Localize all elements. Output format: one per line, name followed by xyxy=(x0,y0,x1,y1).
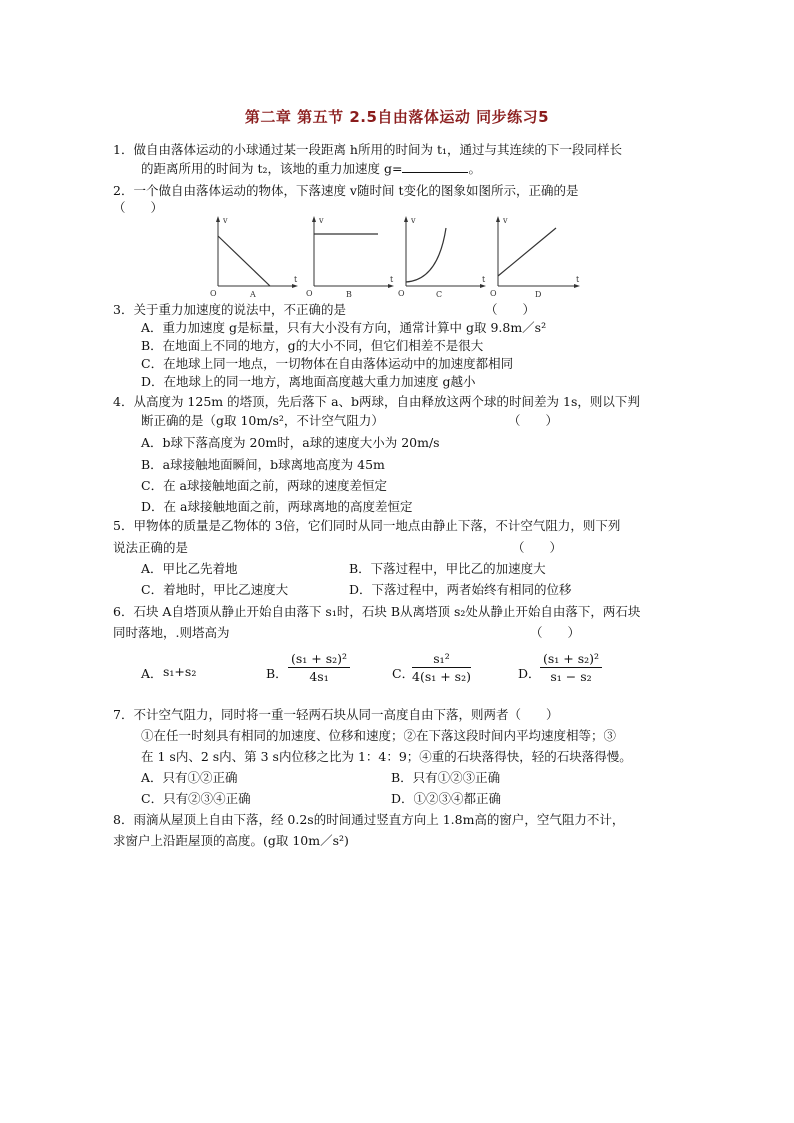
q6-option-c-numerator: s₁² xyxy=(412,651,471,668)
q7-line2: ①在任一时刻具有相同的加速度、位移和速度；②在下落这段时间内平均速度相等；③ xyxy=(141,728,617,743)
graph-c-origin: O xyxy=(398,289,405,298)
q5-option-b: B．下落过程中，甲比乙的加速度大 xyxy=(349,561,546,576)
q6-line2: 同时落地，.则塔高为 xyxy=(113,625,230,640)
q5-line1: 5．甲物体的质量是乙物体的 3倍，它们同时从同一地点由静止下落，不计空气阻力，则下列 xyxy=(113,518,621,533)
q6-option-b-fraction xyxy=(288,651,350,684)
q1-answer-blank xyxy=(402,160,468,173)
q6-option-b-numerator: (s₁ + s₂)² xyxy=(288,651,350,668)
graph-d-origin: O xyxy=(490,289,497,298)
q6-option-d-numerator: (s₁ + s₂)² xyxy=(540,651,602,668)
graph-d-v-label: v xyxy=(503,216,508,225)
q6-line1: 6．石块 A自塔顶从静止开始自由落下 s₁时，石块 B从离塔顶 s₂处从静止开始自由落下，两石块 xyxy=(113,604,641,619)
q8-line2: 求窗户上沿距屋顶的高度。(g取 10m／s²) xyxy=(113,833,349,848)
q6-option-b-denominator: 4s₁ xyxy=(309,669,329,684)
q4-line1: 4．从高度为 125m 的塔顶，先后落下 a、b两球，自由释放这两个球的时间差为 1s，则以下判 xyxy=(113,394,640,409)
graph-c-v-label: v xyxy=(411,216,416,225)
graph-b xyxy=(306,214,396,300)
graph-d-t-label: t xyxy=(576,275,580,284)
q6-option-a-label: A． xyxy=(141,666,163,681)
q5-option-a: A．甲比乙先着地 xyxy=(141,561,238,576)
q6-paren: （ ） xyxy=(530,625,581,640)
q3-option-a: A．重力加速度 g是标量，只有大小没有方向，通常计算中 g取 9.8m／s² xyxy=(141,320,547,335)
graph-c xyxy=(398,214,488,300)
q3-option-b: B．在地面上不同的地方，g的大小不同，但它们相差不是很大 xyxy=(141,338,484,353)
q6-option-c-label: C． xyxy=(392,666,415,681)
q7-option-d: D．①②③④都正确 xyxy=(391,791,502,806)
q3-option-d: D．在地球上的同一地方，离地面高度越大重力加速度 g越小 xyxy=(141,374,476,389)
q7-line3: 在 1 s内、2 s内、第 3 s内位移之比为 1：4：9；④重的石块落得快，轻的石块落得慢。 xyxy=(141,749,632,764)
q4-option-b: B．a球接触地面瞬间，b球离地高度为 45m xyxy=(141,457,385,472)
q1-line2-text: 的距离所用的时间为 t₂，该地的重力加速度 g= xyxy=(141,161,403,176)
graph-c-t-label: t xyxy=(482,275,486,284)
q6-option-c-fraction xyxy=(412,651,471,684)
graph-d-letter: D xyxy=(535,290,542,299)
graph-a xyxy=(210,214,300,300)
q6-option-d-label: D． xyxy=(518,666,541,681)
graph-a-letter: A xyxy=(250,290,256,299)
graph-c-letter: C xyxy=(436,290,443,299)
q4-option-a: A．b球下落高度为 20m时，a球的速度大小为 20m/s xyxy=(141,435,440,450)
q4-option-d: D．在 a球接触地面之前，两球离地的高度差恒定 xyxy=(141,499,413,514)
q6-option-b-label: B． xyxy=(266,666,288,681)
q7-option-a: A．只有①②正确 xyxy=(141,770,238,785)
graph-b-v-label: v xyxy=(319,216,324,225)
q5-option-c: C．着地时，甲比乙速度大 xyxy=(141,582,289,597)
q3-option-c: C．在地球上同一地点，一切物体在自由落体运动中的加速度都相同 xyxy=(141,356,514,371)
q6-option-c-denominator: 4(s₁ + s₂) xyxy=(412,669,471,684)
q3-stem: 3．关于重力加速度的说法中，不正确的是 xyxy=(113,302,346,317)
q7-option-c: C．只有②③④正确 xyxy=(141,791,251,806)
q4-paren: （ ） xyxy=(508,413,559,428)
q1-line2-end: 。 xyxy=(468,161,481,176)
q3-paren: （ ） xyxy=(485,302,536,317)
q2-paren: （ ） xyxy=(113,200,164,215)
graph-a-v-label: v xyxy=(223,216,228,225)
q1-line2 xyxy=(141,160,481,178)
q8-line1: 8．雨滴从屋顶上自由下落，经 0.2s的时间通过竖直方向上 1.8m高的窗户，空气阻力不计， xyxy=(113,812,625,827)
q4-line2: 断正确的是（g取 10m/s²，不计空气阻力） xyxy=(141,413,384,428)
graph-b-t-label: t xyxy=(390,275,394,284)
q5-line2: 说法正确的是 xyxy=(113,540,189,555)
q2-line1: 2．一个做自由落体运动的物体，下落速度 v随时间 t变化的图象如图所示，正确的是 xyxy=(113,183,579,198)
graph-b-letter: B xyxy=(346,290,352,299)
q5-option-d: D．下落过程中，两者始终有相同的位移 xyxy=(349,582,572,597)
graph-d xyxy=(490,214,582,300)
page-title: 第二章 第五节 2.5自由落体运动 同步练习5 xyxy=(244,108,550,126)
graph-b-origin: O xyxy=(306,289,313,298)
q7-option-b: B．只有①②③正确 xyxy=(391,770,501,785)
q1-line1: 1．做自由落体运动的小球通过某一段距离 h所用的时间为 t₁，通过与其连续的下一段同样长 xyxy=(113,142,622,157)
q4-option-c: C．在 a球接触地面之前，两球的速度差恒定 xyxy=(141,478,387,493)
graph-a-t-label: t xyxy=(294,275,298,284)
q6-option-a-text: s₁+s₂ xyxy=(163,664,197,679)
q5-paren: （ ） xyxy=(512,540,563,555)
graph-a-origin: O xyxy=(210,289,217,298)
q6-option-d-denominator: s₁ − s₂ xyxy=(550,669,592,684)
q7-line1: 7．不计空气阻力，同时将一重一轻两石块从同一高度自由下落，则两者（ ） xyxy=(113,707,559,722)
q6-option-d-fraction xyxy=(540,651,602,684)
